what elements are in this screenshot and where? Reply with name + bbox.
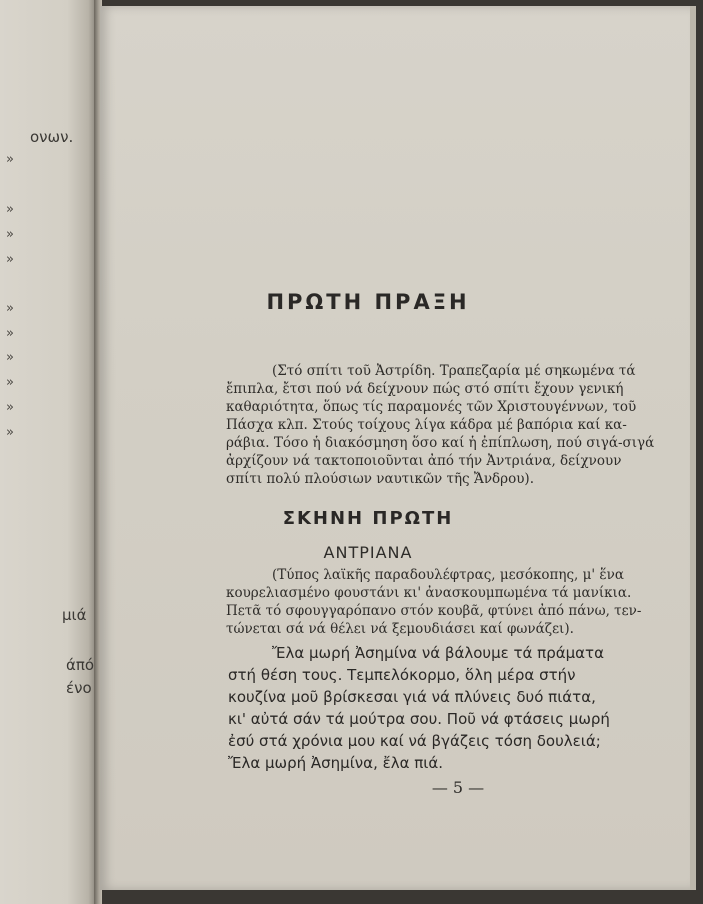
dialogue-line: Ἔλα μωρή Ἀσημίνα νά βάλουμε τά πράματα — [272, 644, 604, 662]
dialogue-line: στή θέση τους. Τεμπελόκορμο, ὅλη μέρα στήν — [228, 666, 576, 684]
character-direction-line: τώνεται σά νά θέλει νά ξεμουδιάσει καί φωνάζει). — [226, 621, 574, 637]
stage-direction-line: Πάσχα κλπ. Στούς τοίχους λίγα κάδρα μέ βαπόρια καί κα- — [226, 417, 627, 433]
ditto-mark: » — [6, 375, 14, 390]
stage-direction-line: ἔπιπλα, ἔτσι πού νά δείχνουν πώς στό σπίτι ἔχουν γενική — [226, 381, 624, 397]
left-page-fragment: ονων. — [30, 128, 74, 146]
ditto-mark: » — [6, 350, 14, 365]
ditto-mark: » — [6, 326, 14, 341]
character-direction-line: (Τύπος λαϊκῆς παραδουλέφτρας, μεσόκοπης, μ' ἕνα — [272, 567, 624, 583]
left-page-fragment: ένο — [66, 679, 92, 697]
left-page-fragment: άπό — [66, 656, 95, 674]
ditto-mark: » — [6, 202, 14, 217]
ditto-mark: » — [6, 252, 14, 267]
character-direction-line: κουρελιασμένο φουστάνι κι' ἀνασκουμπωμένα τά μανίκια. — [226, 585, 632, 601]
stage-direction-line: (Στό σπίτι τοῦ Ἀστρίδη. Τραπεζαρία μέ σηκωμένα τά — [272, 363, 636, 379]
dialogue-line: ἐσύ στά χρόνια μου καί νά βγάζεις τόση δουλειά; — [228, 732, 601, 750]
dialogue-line: κουζίνα μοῦ βρίσκεσαι γιά νά πλύνεις δυό πιάτα, — [228, 688, 596, 706]
stage-direction — [226, 362, 703, 488]
facing-page — [0, 0, 96, 904]
stage-direction-line: ράβια. Τόσο ἡ διακόσμηση ὅσο καί ἡ ἐπίπλωση, πού σιγά-σιγά — [226, 435, 655, 451]
ditto-mark: » — [6, 301, 14, 316]
character-direction — [226, 566, 703, 638]
stage-direction-line: καθαριότητα, ὅπως τίς παραμονές τῶν Χριστουγέννων, τοῦ — [226, 399, 637, 415]
scene-title: ΣΚΗΝΗ ΠΡΩΤΗ — [282, 508, 454, 529]
ditto-mark: » — [6, 152, 14, 167]
stage-direction-line: ἀρχίζουν νά τακτοποιοῦνται ἀπό τήν Ἀντριάνα, δείχνουν — [226, 453, 622, 469]
book-page — [100, 6, 692, 890]
ditto-mark: » — [6, 227, 14, 242]
ditto-mark: » — [6, 400, 14, 415]
act-title: ΠΡΩΤΗ ΠΡΑΞΗ — [266, 290, 470, 314]
dialogue-line: Ἔλα μωρή Ἀσημίνα, ἔλα πιά. — [228, 754, 444, 772]
character-direction-line: Πετᾶ τό σφουγγαρόπανο στόν κουβᾶ, φτύνει ἀπό πάνω, τεν- — [226, 603, 642, 619]
dialogue-line: κι' αὐτά σάν τά μούτρα σου. Ποῦ νά φτάσεις μωρή — [228, 710, 610, 728]
page-number: — 5 — — [431, 778, 485, 797]
ditto-mark: » — [6, 425, 14, 440]
character-name: ΑΝΤΡΙΑΝΑ — [323, 543, 413, 562]
dialogue — [228, 642, 703, 774]
stage-direction-line: σπίτι πολύ πλούσιων ναυτικῶν τῆς Ἄνδρου). — [226, 471, 534, 487]
left-page-fragment: μιά — [62, 606, 87, 624]
